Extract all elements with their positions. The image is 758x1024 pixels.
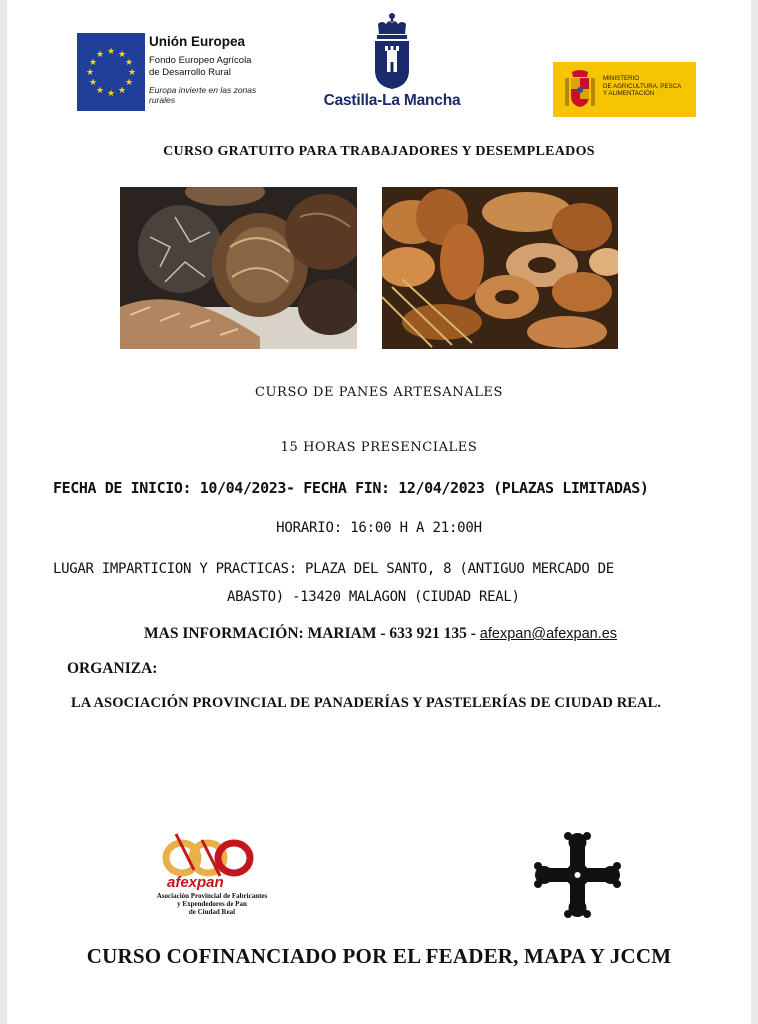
afexpan-caption-2: y Expendedores de Pan xyxy=(177,900,247,908)
afexpan-name: afexpan xyxy=(167,874,224,891)
ministry-line-2: DE AGRICULTURA, PESCA xyxy=(603,82,682,90)
assorted-bread-photo xyxy=(382,187,618,349)
afexpan-caption-3: de Ciudad Real xyxy=(188,908,236,916)
eu-title: Unión Europea xyxy=(149,34,246,49)
course-hours: 15 HORAS PRESENCIALES xyxy=(280,440,478,455)
spain-coat-of-arms-icon xyxy=(561,68,599,110)
clm-name: Castilla-La Mancha xyxy=(323,92,461,109)
organizer-name: LA ASOCIACIÓN PROVINCIAL DE PANADERÍAS Y PASTELERÍAS DE CIUDAD REAL. xyxy=(71,695,662,711)
cofinancing-footer: CURSO COFINANCIADO POR EL FEADER, MAPA Y JCCM xyxy=(86,944,672,968)
rustic-bread-photo xyxy=(120,187,357,349)
course-location-line-1: LUGAR IMPARTICION Y PRACTICAS: PLAZA DEL SANTO, 8 (ANTIGUO MERCADO DE xyxy=(53,561,614,577)
contact-info xyxy=(144,625,617,643)
eu-flag-icon xyxy=(77,33,145,111)
course-dates: FECHA DE INICIO: 10/04/2023- FECHA FIN: 12/04/2023 (PLAZAS LIMITADAS) xyxy=(53,479,649,497)
svg-text:★: ★ xyxy=(124,58,134,68)
eu-subtitle-1: Fondo Europeo Agrícola xyxy=(149,55,252,66)
afexpan-logo xyxy=(142,832,282,924)
headline: CURSO GRATUITO PARA TRABAJADORES Y DESEMPLEADOS xyxy=(163,144,595,159)
course-title: CURSO DE PANES ARTESANALES xyxy=(254,385,504,400)
afexpan-emblem-icon xyxy=(142,832,282,877)
svg-text:★: ★ xyxy=(117,50,127,60)
afexpan-caption-1: Asociación Provincial de Fabricantes xyxy=(156,892,268,900)
eu-subtitle-2: de Desarrollo Rural xyxy=(149,67,231,78)
flyer-page xyxy=(7,0,751,1024)
svg-text:★: ★ xyxy=(88,78,98,88)
ministry-line-3: Y ALIMENTACIÓN xyxy=(603,90,655,97)
svg-text:★: ★ xyxy=(88,58,98,68)
contact-label: MAS INFORMACIÓN: MARIAM - 633 921 135 - xyxy=(144,625,480,642)
ministry-logo xyxy=(553,62,696,117)
eu-tagline: Europa invierte en las zonas rurales xyxy=(149,85,257,105)
course-location-line-2: ABASTO) -13420 MALAGON (CIUDAD REAL) xyxy=(227,589,520,605)
svg-text:★: ★ xyxy=(117,86,127,96)
castilla-la-mancha-logo xyxy=(317,12,467,122)
svg-text:★: ★ xyxy=(124,78,134,88)
course-schedule: HORARIO: 16:00 H A 21:00H xyxy=(276,520,482,536)
contact-email-link[interactable]: afexpan@afexpan.es xyxy=(479,626,618,642)
organizer-label: ORGANIZA: xyxy=(67,660,158,677)
ministry-line-1: MINISTERIO xyxy=(603,75,640,82)
svg-text:★: ★ xyxy=(95,86,105,96)
clm-crown-shield-icon xyxy=(372,12,412,90)
svg-text:★: ★ xyxy=(85,68,95,78)
svg-text:★: ★ xyxy=(106,47,116,57)
svg-text:★: ★ xyxy=(127,68,137,78)
svg-text:★: ★ xyxy=(106,89,116,99)
svg-text:★: ★ xyxy=(95,50,105,60)
calatrava-cross-icon xyxy=(530,832,625,918)
eu-feader-logo xyxy=(77,33,277,113)
